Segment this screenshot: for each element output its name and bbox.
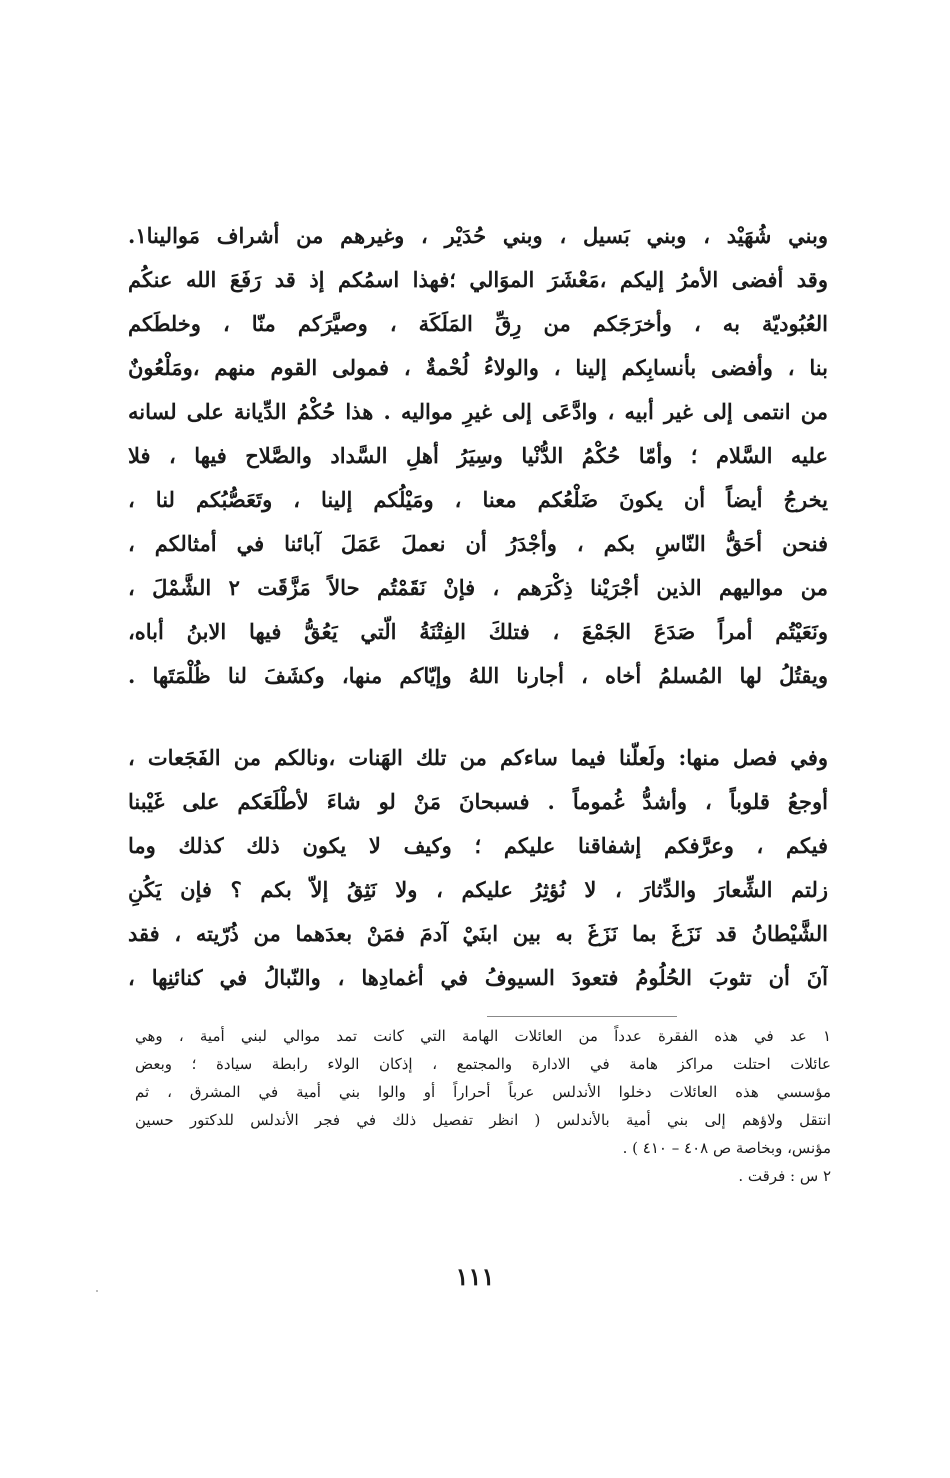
text-line: وقد أفضى الأمرُ إليكم ،مَعْشَرَ الموَالي ؛فهذا اسمُكم إذ قد رَفَعَ الله عنكُم <box>128 267 828 292</box>
text-line: العُبُوديّة به ، وأخرَجَكم من رِقِّ المَلَكَة ، وصيَّرَكم منّا ، وخلطَكم <box>128 311 828 336</box>
footnote-1-line: مؤسسي هذه العائلات دخلوا الأندلس عرباً أحراراً أو والوا بني أمية في المشرق ، ثم <box>135 1083 831 1101</box>
scan-speck <box>96 1290 98 1292</box>
text-line: زلتم الشِّعارَ والدِّثارَ ، لا نُؤثِرُ عليكم ، ولا نَثِقُ إلاّ بكم ؟ فإن يَكُنِ <box>128 877 828 902</box>
footnote-1-line: ١ عد في هذه الفقرة عدداً من العائلات الهامة التي كانت تمد موالي لبني أمية ، وهي <box>135 1027 831 1045</box>
text-line: عليه السَّلام ؛ وأمّا حُكْمُ الدُّنْيا وسِيَرُ أهلِ السَّداد والصَّلاح فيها ، فلا <box>128 443 828 468</box>
text-line: ونَعَيْتُم أمراً صَدَعَ الجَمْعَ ، فتلكَ الفِتْنَةُ الّتي يَعُقُّ فيها الابنُ أباه، <box>128 619 828 644</box>
text-line: من مواليهم الذين أجْرَيْنا ذِكْرَهم ، فإنْ نَقَمْتُم حالاً مَزَّقَت ٢ الشَّمْلَ ، <box>128 575 828 600</box>
footnote-1-line: انتقل ولاؤهم إلى بني أمية بالأندلس ( انظر تفصيل ذلك في فجر الأندلس للدكتور حسين <box>135 1111 831 1129</box>
text-line: ويقتُلُ لها المُسلمُ أخاه ، أجارنا اللهُ وإيّاكم منها، وكشَفَ لنا ظُلْمَتَها . <box>128 663 828 688</box>
footnote-1-line: عائلات احتلت مراكز هامة في الادارة والمجتمع ، إذكان الولاء رابطة سيادة ؛ وبعض <box>135 1055 831 1073</box>
text-line: فيكم ، وعرَّفكم إشفاقنا عليكم ؛ وكيف لا يكون ذلك كذلك وما <box>128 833 828 858</box>
body-paragraph-2 <box>128 736 828 1000</box>
text-line: وفي فصل منها: ولَعلّنا فيما ساءكم من تلك الهَنات ،ونالكم من الفَجَعات ، <box>128 745 828 770</box>
text-line: بنا ، وأفضى بأنسابِكم إلينا ، والولاءُ لُحْمةٌ ، فمولى القوم منهم ،ومَلْعُونٌ <box>128 355 828 380</box>
body-paragraph-1 <box>128 214 828 698</box>
footnote-separator <box>487 1016 677 1017</box>
footnotes <box>135 1022 831 1190</box>
footnote-1-line: مؤنس، وبخاصة ص ٤٠٨ – ٤١٠ ) . <box>622 1139 831 1157</box>
text-line: أوجعُ قلوباً ، وأشدُّ غُموماً . فسبحانَ مَنْ لو شاءَ لأطْلَعَكم على غَيْبنا <box>128 789 828 814</box>
text-line: وبني شُهَيْد ، وبني بَسيل ، وبني حُدَيْر ، وغيرهم من أشراف مَوالينا١. <box>128 223 828 248</box>
text-line: الشَّيْطانُ قد نَزَغَ بما نَزَغَ به بين ابنَيْ آدمَ فمَنْ بعدَهما من ذُرّيته ، فقد <box>128 921 828 946</box>
text-line: من انتمى إلى غير أبيه ، وادَّعَى إلى غيرِ مواليه . هذا حُكْمُ الدِّيانة على لسانه <box>128 399 828 424</box>
page-number: ١١١ <box>455 1262 495 1291</box>
text-line: آنَ أن تثوبَ الحُلُومُ فتعودَ السيوفُ في أغمادِها ، والنّبالُ في كنائنِها ، <box>128 965 828 990</box>
footnote-2: ٢ س : فرقت . <box>738 1167 831 1185</box>
text-line: فنحن أحَقُّ النّاسِ بكم ، وأجْدَرُ أن نعملَ عَمَلَ آبائنا في أمثالكم ، <box>128 531 828 556</box>
text-line: يخرجُ أيضاً أن يكونَ ضَلْعُكم معنا ، ومَيْلُكم إلينا ، وتَعَصُّبُكم لنا ، <box>128 487 828 512</box>
